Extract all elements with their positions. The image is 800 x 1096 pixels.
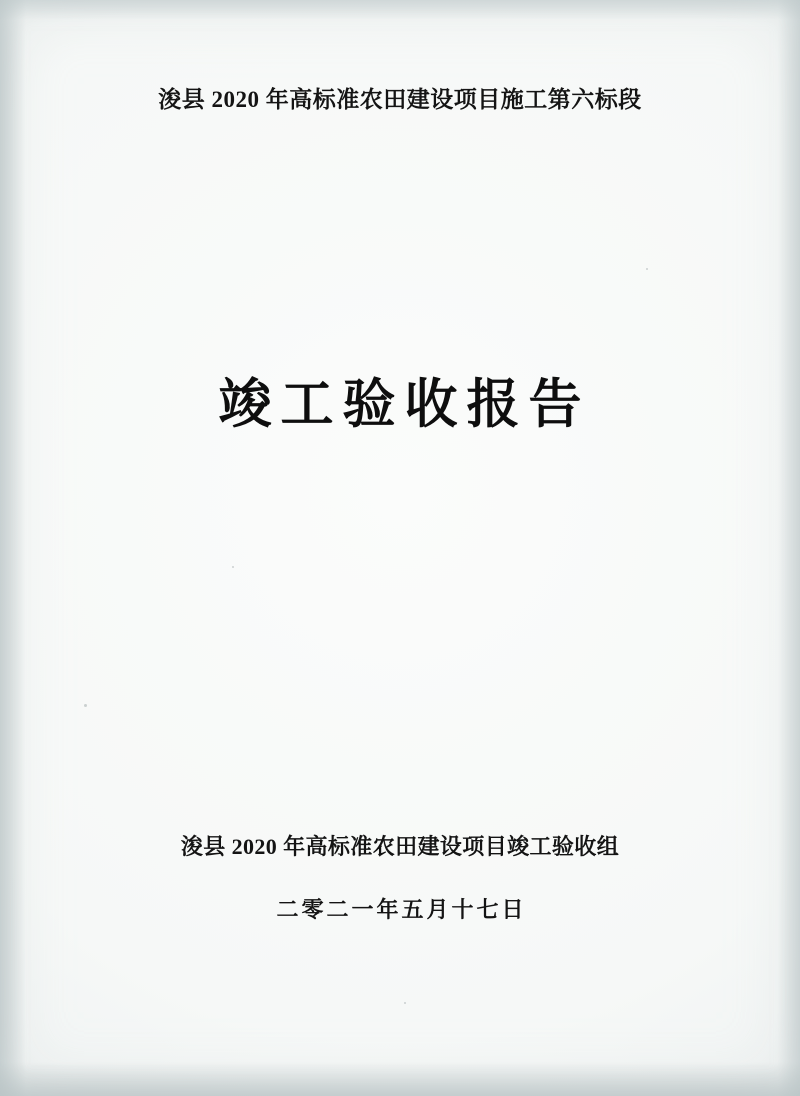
issue-date: 二零二一年五月十七日: [276, 896, 527, 922]
document-footer: [0, 832, 800, 926]
issuing-organization: 浚县 2020 年高标准农田建设项目竣工验收组: [180, 834, 620, 859]
project-header: 浚县 2020 年高标准农田建设项目施工第六标段: [158, 87, 642, 112]
page-title: 竣工验收报告: [218, 376, 591, 434]
